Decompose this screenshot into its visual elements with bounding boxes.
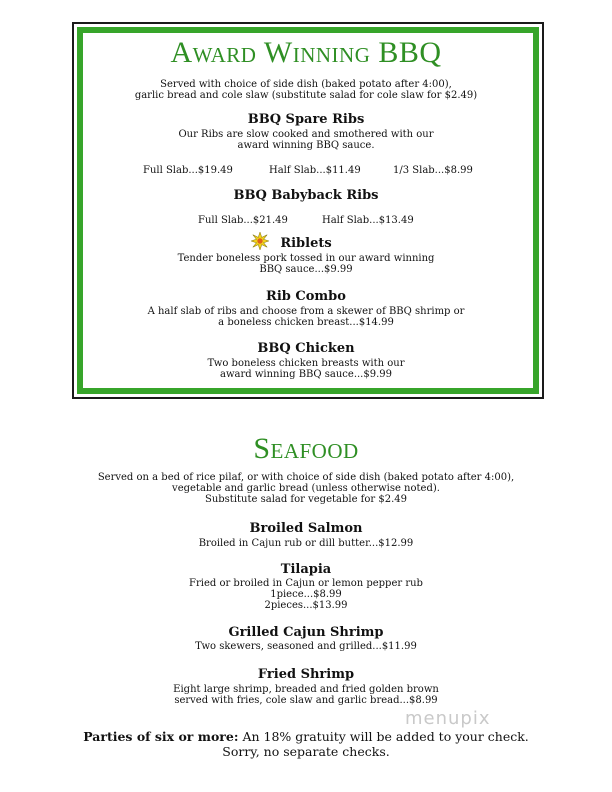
riblets-desc-2: BBQ sauce...$9.99 <box>259 264 353 275</box>
menupix-watermark: menupix <box>405 708 491 729</box>
spare-ribs-third-slab-price: 1/3 Slab...$8.99 <box>393 165 473 176</box>
tilapia-heading: Tilapia <box>280 562 332 577</box>
spare-ribs-half-slab-price: Half Slab...$11.49 <box>269 165 361 176</box>
rib-combo-desc-1: A half slab of ribs and choose from a skewer of BBQ shrimp or <box>147 306 465 317</box>
tilapia-desc-2: 1piece...$8.99 <box>270 589 342 600</box>
seafood-intro-line-2: vegetable and garlic bread (unless otherwise noted). <box>172 483 440 494</box>
salmon-desc: Broiled in Cajun rub or dill butter...$12.99 <box>198 538 414 549</box>
seafood-section-title: Seafood <box>253 432 359 465</box>
rib-combo-heading: Rib Combo <box>266 289 346 304</box>
tilapia-desc-1: Fried or broiled in Cajun or lemon pepper rub <box>189 578 423 589</box>
spare-ribs-desc-2: award winning BBQ sauce. <box>237 140 375 151</box>
gratuity-notice-rest: An 18% gratuity will be added to your check. <box>238 729 529 744</box>
tilapia-desc-3: 2pieces...$13.99 <box>264 600 348 611</box>
babyback-ribs-heading: BBQ Babyback Ribs <box>233 188 379 203</box>
salmon-heading: Broiled Salmon <box>249 521 363 536</box>
bbq-intro-line-2: garlic bread and cole slaw (substitute salad for cole slaw for $2.49) <box>134 90 478 101</box>
babyback-full-slab-price: Full Slab...$21.49 <box>198 215 288 226</box>
spare-ribs-desc-1: Our Ribs are slow cooked and smothered with our <box>178 129 434 140</box>
babyback-half-slab-price: Half Slab...$13.49 <box>322 215 414 226</box>
seafood-intro-line-1: Served on a bed of rice pilaf, or with choice of side dish (baked potato after 4:00), <box>97 472 515 483</box>
fried-shrimp-desc-1: Eight large shrimp, breaded and fried golden brown <box>173 684 439 695</box>
gratuity-notice <box>0 730 612 744</box>
riblets-heading: Riblets <box>280 236 332 251</box>
bbq-chicken-desc-1: Two boneless chicken breasts with our <box>207 358 405 369</box>
bbq-chicken-desc-2: award winning BBQ sauce...$9.99 <box>220 369 392 380</box>
seafood-intro-line-3: Substitute salad for vegetable for $2.49 <box>204 494 407 505</box>
cajun-shrimp-heading: Grilled Cajun Shrimp <box>228 625 384 640</box>
bbq-intro-line-1: Served with choice of side dish (baked potato after 4:00), <box>160 79 452 90</box>
spare-ribs-heading: BBQ Spare Ribs <box>247 112 365 127</box>
rib-combo-desc-2: a boneless chicken breast...$14.99 <box>218 317 394 328</box>
no-separate-checks-notice: Sorry, no separate checks. <box>222 744 390 759</box>
bbq-section-title: Award Winning BBQ <box>170 36 442 69</box>
cajun-shrimp-desc: Two skewers, seasoned and grilled...$11.99 <box>195 641 417 652</box>
gratuity-notice-bold: Parties of six or more: <box>83 729 239 744</box>
fried-shrimp-heading: Fried Shrimp <box>257 667 355 682</box>
spare-ribs-full-slab-price: Full Slab...$19.49 <box>143 165 233 176</box>
fried-shrimp-desc-2: served with fries, cole slaw and garlic bread...$8.99 <box>174 695 438 706</box>
bbq-chicken-heading: BBQ Chicken <box>257 341 355 356</box>
riblets-desc-1: Tender boneless pork tossed in our award winning <box>177 253 435 264</box>
